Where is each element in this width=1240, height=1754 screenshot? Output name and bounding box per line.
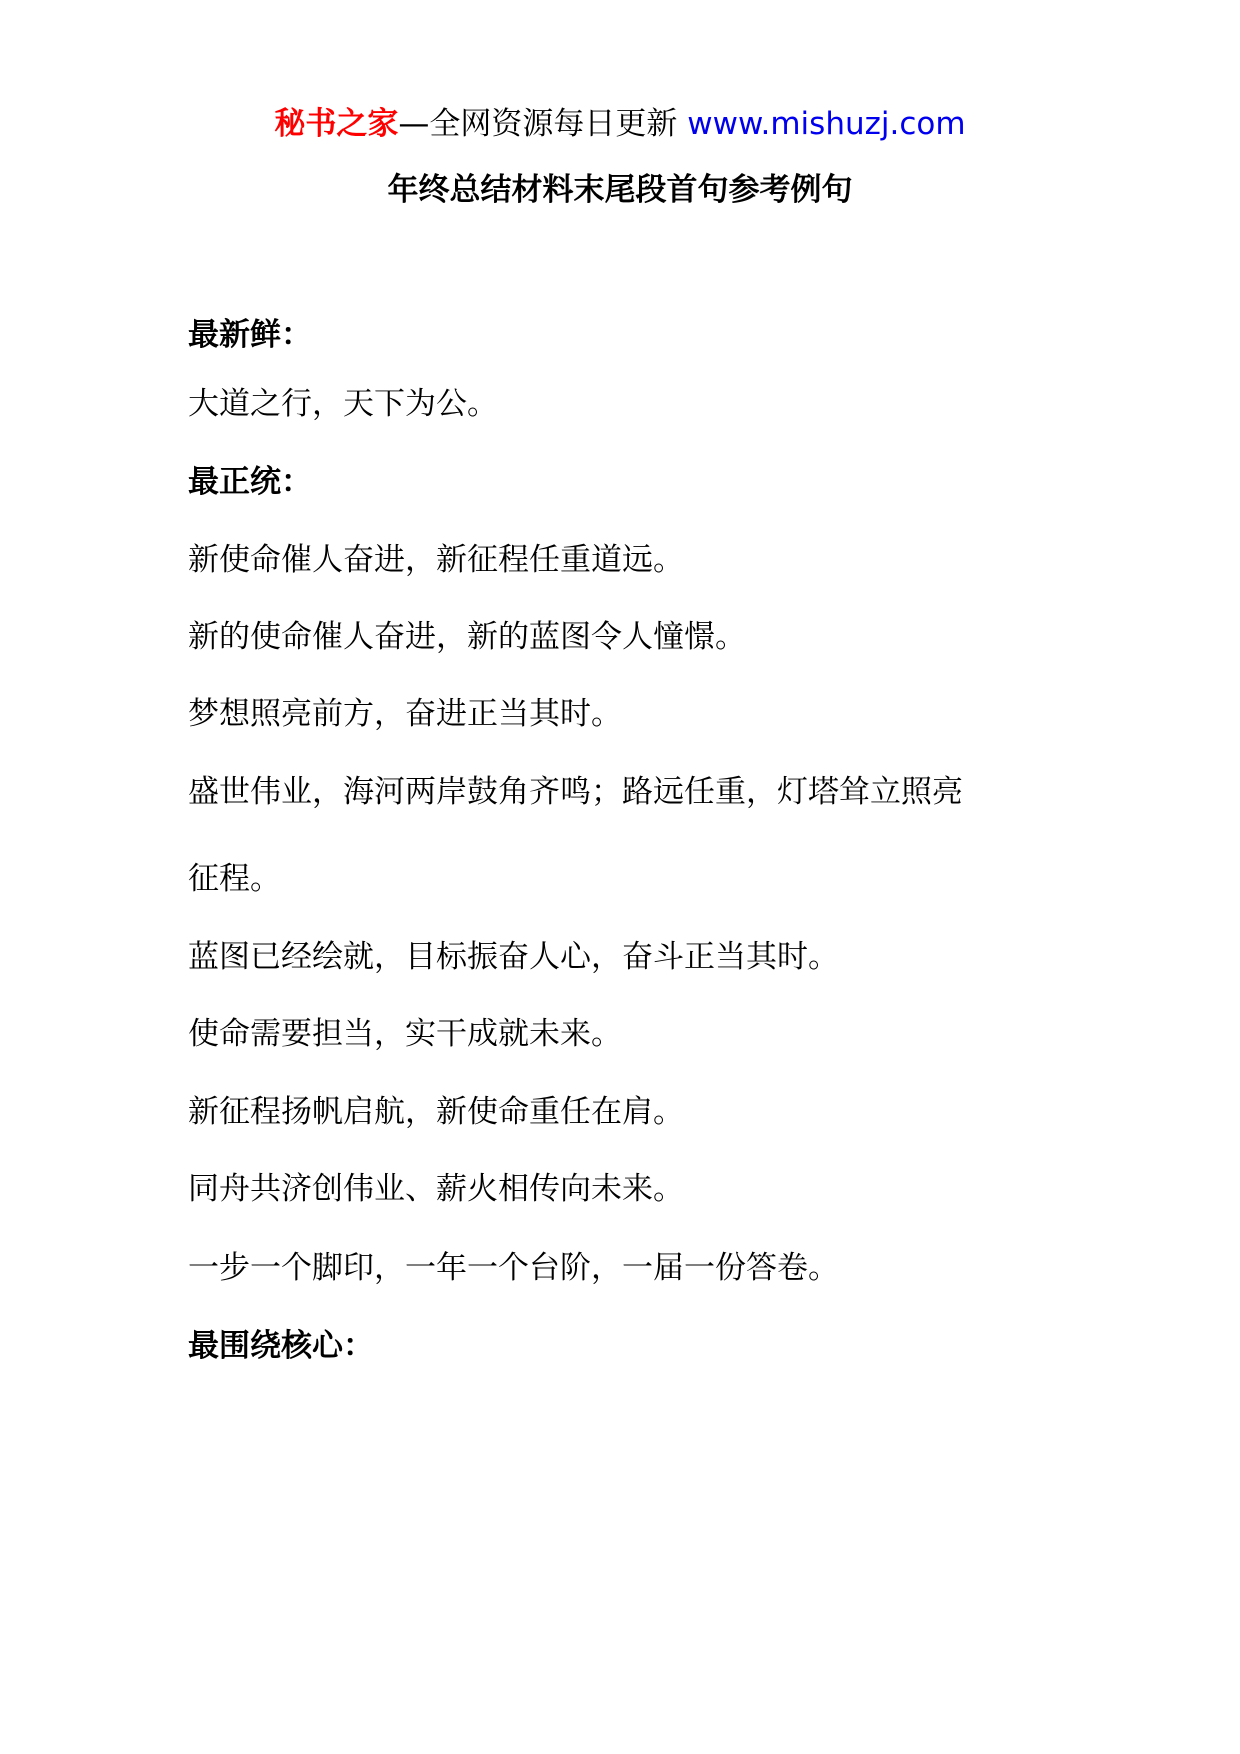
site-url-link[interactable]: www.mishuzj.com [687,106,966,142]
paragraph-line: 新征程扬帆启航，新使命重任在肩。 [188,1094,684,1130]
document-title: 年终总结材料末尾段首句参考例句 [387,172,853,208]
paragraph-line: 一步一个脚印，一年一个台阶，一届一份答卷。 [188,1250,839,1286]
site-tagline: —全网资源每日更新 [398,106,688,142]
paragraph-line: 盛世伟业，海河两岸鼓角齐鸣；路远任重，灯塔耸立照亮 [188,774,963,810]
paragraph-line: 新使命催人奋进，新征程任重道远。 [188,542,684,578]
paragraph-line: 蓝图已经绘就，目标振奋人心，奋斗正当其时。 [188,939,839,975]
section-heading-core: 最围绕核心： [188,1328,374,1364]
paragraph-line: 大道之行，天下为公。 [188,386,498,422]
section-heading-orthodox: 最正统： [188,464,312,500]
paragraph-line: 同舟共济创伟业、薪火相传向未来。 [188,1171,684,1207]
brand-name: 秘书之家 [274,106,399,142]
section-heading-freshest: 最新鲜： [188,317,312,353]
paragraph-line: 新的使命催人奋进，新的蓝图令人憧憬。 [188,619,746,655]
paragraph-line: 梦想照亮前方，奋进正当其时。 [188,696,622,732]
site-header [0,102,1240,146]
paragraph-line-continuation: 征程。 [188,861,281,897]
paragraph-line: 使命需要担当，实干成就未来。 [188,1016,622,1052]
